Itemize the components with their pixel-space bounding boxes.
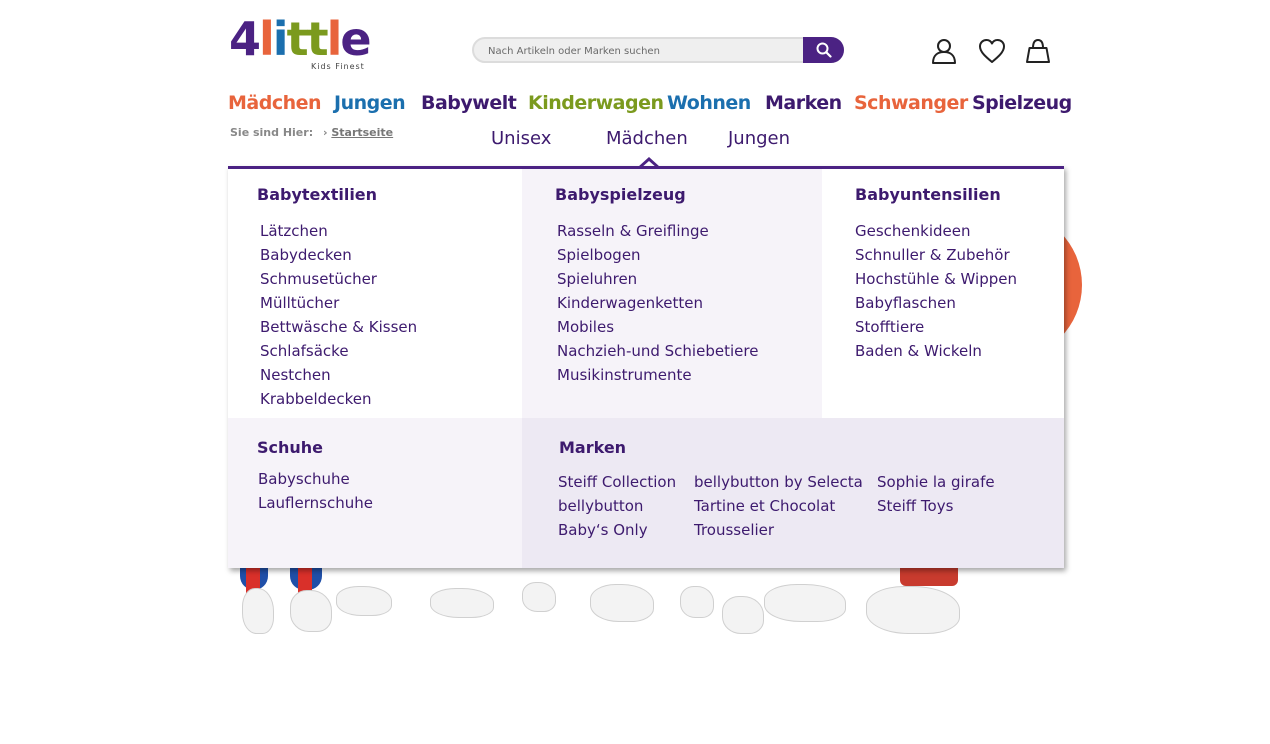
account-icon[interactable]	[931, 38, 959, 66]
menu-item-baden-wickeln[interactable]: Baden & Wickeln	[855, 342, 982, 360]
babyuntensilien-list	[855, 219, 1017, 363]
site-logo[interactable]	[229, 12, 374, 74]
breadcrumb	[230, 126, 393, 139]
hero-shoe-5	[522, 582, 556, 612]
breadcrumb-home-link[interactable]: Startseite	[331, 126, 394, 139]
menu-item-musikinstrumente[interactable]: Musikinstrumente	[557, 366, 692, 384]
babyspielzeug-list	[557, 219, 758, 387]
hero-shoe-2	[290, 590, 332, 632]
menu-item-rasseln-greiflinge[interactable]: Rasseln & Greiflinge	[557, 222, 709, 240]
search-input[interactable]	[486, 39, 800, 63]
category-title-babyspielzeug[interactable]: Babyspielzeug	[555, 185, 686, 204]
nav-spielzeug[interactable]: Spielzeug	[972, 92, 1072, 114]
subnav-unisex[interactable]: Unisex	[491, 128, 552, 149]
logo-char-t1: t	[286, 12, 307, 66]
search-bar	[472, 37, 844, 63]
nav-wohnen[interactable]: Wohnen	[667, 92, 751, 114]
hero-shoe-8	[722, 596, 764, 634]
hero-shoe-9	[764, 584, 846, 622]
nav-schwanger[interactable]: Schwanger	[854, 92, 968, 114]
marken-list-col2	[694, 470, 863, 542]
brand-trousselier[interactable]: Trousselier	[694, 521, 775, 539]
hero-shoe-1	[242, 588, 274, 634]
menu-item-bettwaesche-kissen[interactable]: Bettwäsche & Kissen	[260, 318, 418, 336]
hero-shoe-6	[590, 584, 654, 622]
subnav-jungen[interactable]: Jungen	[728, 128, 791, 149]
menu-item-kinderwagenketten[interactable]: Kinderwagenketten	[557, 294, 704, 312]
menu-item-nestchen[interactable]: Nestchen	[260, 366, 331, 384]
menu-item-spielbogen[interactable]: Spielbogen	[557, 246, 641, 264]
menu-item-krabbeldecken[interactable]: Krabbeldecken	[260, 390, 372, 408]
babytextilien-list	[260, 219, 417, 411]
menu-item-babyschuhe[interactable]: Babyschuhe	[258, 470, 350, 488]
logo-char-4: 4	[229, 12, 260, 66]
menu-item-schlafsaecke[interactable]: Schlafsäcke	[260, 342, 349, 360]
menu-item-schmusetuecher[interactable]: Schmusetücher	[260, 270, 377, 288]
breadcrumb-prefix: Sie sind Hier:	[230, 126, 314, 139]
breadcrumb-separator-icon: ›	[322, 126, 328, 139]
hero-shoe-10	[866, 586, 960, 634]
shopping-bag-icon[interactable]	[1025, 38, 1053, 66]
nav-maedchen[interactable]: Mädchen	[228, 92, 322, 114]
category-title-babyuntensilien[interactable]: Babyuntensilien	[855, 185, 1001, 204]
menu-item-lauflernschuhe[interactable]: Lauflernschuhe	[258, 494, 373, 512]
nav-kinderwagen[interactable]: Kinderwagen	[528, 92, 664, 114]
brand-tartine-et-chocolat[interactable]: Tartine et Chocolat	[694, 497, 836, 515]
subnav-maedchen[interactable]: Mädchen	[606, 128, 688, 149]
search-button[interactable]	[803, 37, 844, 63]
mega-menu-dropdown	[228, 166, 1064, 568]
menu-item-muelltuecher[interactable]: Mülltücher	[260, 294, 340, 312]
marken-list-col1	[558, 470, 676, 542]
wishlist-heart-icon[interactable]	[978, 38, 1006, 66]
logo-wordmark	[229, 12, 370, 66]
category-title-marken[interactable]: Marken	[559, 438, 627, 457]
menu-item-babydecken[interactable]: Babydecken	[260, 246, 352, 264]
menu-item-laetzchen[interactable]: Lätzchen	[260, 222, 328, 240]
search-icon	[816, 42, 832, 58]
brand-babys-only[interactable]: Baby‘s Only	[558, 521, 648, 539]
nav-marken[interactable]: Marken	[765, 92, 842, 114]
logo-tagline: Kids Finest	[311, 62, 365, 71]
brand-bellybutton[interactable]: bellybutton	[558, 497, 644, 515]
category-title-babytextilien[interactable]: Babytextilien	[257, 185, 378, 204]
main-navigation	[228, 92, 1072, 120]
menu-item-babyflaschen[interactable]: Babyflaschen	[855, 294, 956, 312]
schuhe-list	[258, 467, 373, 515]
brand-sophie-la-girafe[interactable]: Sophie la girafe	[877, 473, 995, 491]
menu-item-stofftiere[interactable]: Stofftiere	[855, 318, 925, 336]
hero-shoe-7	[680, 586, 714, 618]
menu-item-schnuller-zubehoer[interactable]: Schnuller & Zubehör	[855, 246, 1010, 264]
brand-steiff-collection[interactable]: Steiff Collection	[558, 473, 677, 491]
hero-shoe-4	[430, 588, 494, 618]
brand-bellybutton-by-selecta[interactable]: bellybutton by Selecta	[694, 473, 863, 491]
menu-item-nachzieh-schiebetiere[interactable]: Nachzieh-und Schiebetiere	[557, 342, 759, 360]
hero-shoe-3	[336, 586, 392, 616]
nav-babywelt[interactable]: Babywelt	[421, 92, 517, 114]
logo-char-i: i	[272, 12, 287, 66]
logo-char-t2: t	[306, 12, 327, 66]
nav-jungen[interactable]: Jungen	[334, 92, 406, 114]
logo-char-l2: l	[326, 12, 341, 66]
menu-item-spieluhren[interactable]: Spieluhren	[557, 270, 638, 288]
category-title-schuhe[interactable]: Schuhe	[257, 438, 324, 457]
marken-list-col3	[877, 470, 995, 518]
menu-item-hochstuehle-wippen[interactable]: Hochstühle & Wippen	[855, 270, 1017, 288]
menu-item-geschenkideen[interactable]: Geschenkideen	[855, 222, 971, 240]
brand-steiff-toys[interactable]: Steiff Toys	[877, 497, 954, 515]
logo-char-l: l	[259, 12, 273, 66]
menu-item-mobiles[interactable]: Mobiles	[557, 318, 615, 336]
logo-char-e: e	[340, 12, 370, 66]
